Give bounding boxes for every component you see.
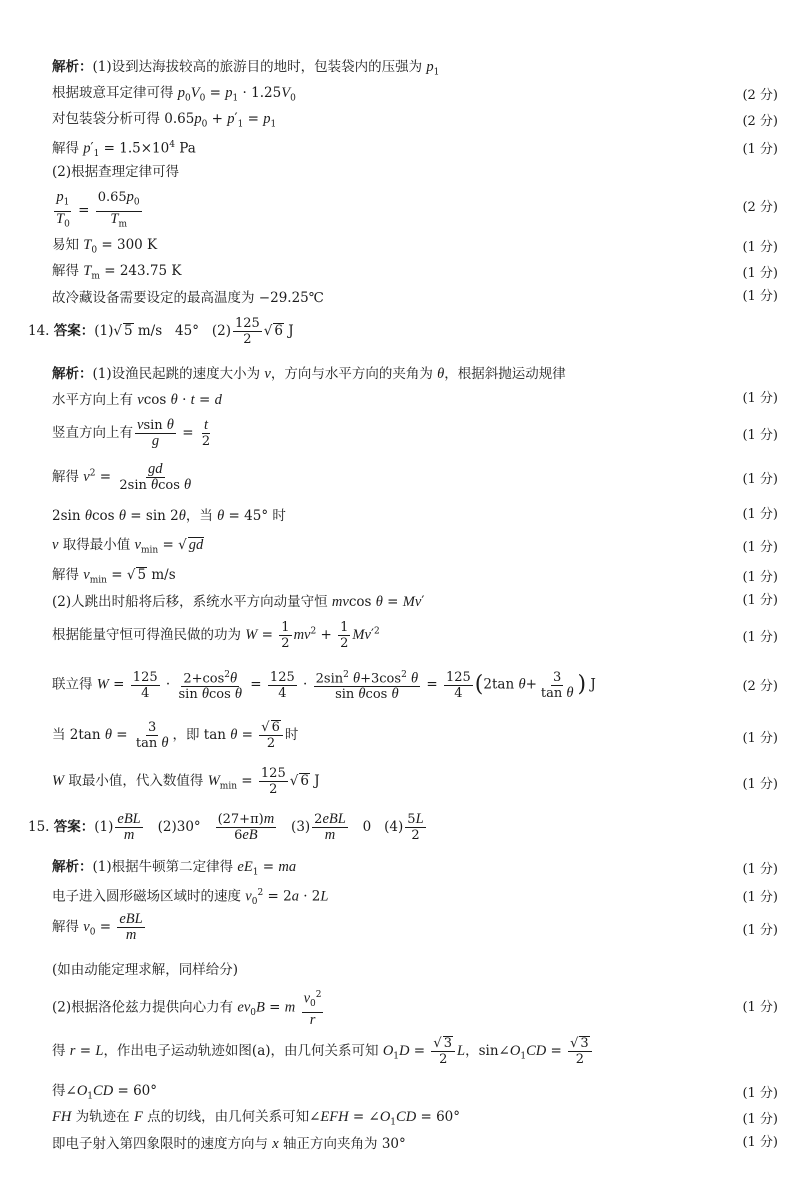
line-30: 得$\angle O_1CD = 60^\circ$ (1 分)	[52, 1083, 778, 1102]
line-24: 解析：(1)根据牛顿第二定律得 $eE_1$ = ma (1 分)	[52, 859, 778, 878]
line-4: 解得 $p'_1 = 1.5\times 10^4$ Pa (1 分)	[52, 140, 778, 160]
score: (1 分)	[742, 593, 778, 609]
score: (1 分)	[742, 861, 778, 877]
score: (1 分)	[742, 1111, 778, 1127]
score: (1 分)	[742, 472, 778, 487]
score: (1 分)	[742, 239, 778, 255]
line-10: 14. 答案：(1)√ 5 m/s 45° (2) $\frac{125}{2}$ √ 6 J	[28, 316, 294, 347]
line-28: (2)根据洛伦兹力提供向心力有 $ev_0B = m$ $\frac{v_0^2}{r}$ (1 分)	[52, 990, 778, 1028]
line-25: 电子进入圆形磁场区域时的速度 $v_0^2 = 2a \cdot 2L$ (1 分)	[52, 888, 778, 908]
line-29: 得 r = L，作出电子运动轨迹如图(a)，由几何关系可知 $O_1D$ = $\frac{√ 3}{2}$ L，$\sin\angle O_1CD$ = $\frac{√ 3}{2}$	[52, 1036, 778, 1074]
score: (1 分)	[742, 391, 778, 407]
line-16: v 取得最小值 $v_{min}$ = √ gd (1 分)	[52, 537, 778, 556]
line-11: 解析：(1)设渔民起跳的速度大小为 v，方向与水平方向的夹角为 θ，根据斜抛运动规律	[52, 365, 566, 382]
line-17: 解得 $v_{min}$ = √ 5 m/s (1 分)	[52, 567, 778, 586]
line-1: 解析：(1)设到达海拔较高的旅游目的地时，包装袋内的压强为 $p_1$	[52, 59, 440, 78]
line-2: 根据玻意耳定律可得 $p_0V_0 = p_1 \cdot 1.25V_0$ (2 分)	[52, 85, 778, 104]
line-15: 2sin θcos θ = sin 2θ，当 θ = 45° 时 (1 分)	[52, 507, 778, 524]
line-13: 竖直方向上有 $\frac{\text{vsin θ}}{g}$ = $\frac{t}{2}$ (1 分)	[52, 417, 778, 449]
score: (1 分)	[742, 289, 778, 305]
score: (1 分)	[742, 507, 778, 523]
score: (2 分)	[742, 87, 778, 103]
line-14: 解得 $v^2$ = $\frac{gd}{\text{2sin θcos θ}}$ (1 分)	[52, 461, 778, 493]
line-18: (2)人跳出时船将后移，系统水平方向动量守恒 mvcos θ = Mv′ (1 分)	[52, 593, 778, 610]
score: (1 分)	[742, 731, 778, 746]
line-5: (2)根据查理定律可得	[52, 163, 180, 180]
line-8: 解得 $T_m = 243.75$ K (1 分)	[52, 263, 778, 282]
score: (1 分)	[742, 630, 778, 645]
line-19: 根据能量守恒可得渔民做的功为 W = $\frac{1}{2}$ $mv^2$ + $\frac{1}{2}$ $Mv'^2$ (1 分)	[52, 620, 778, 651]
score: (1 分)	[742, 265, 778, 281]
line-23: 15. 答案：(1) $\frac{\text{eBL}}{m}$ (2)30° $\frac{(27+\pi)m}{6eB}$ (3) $\frac{\text{2eBL}}{m}$ 0 (4) $\frac{5L}{2}$	[28, 811, 424, 843]
line-21: 当 2tan θ = $\frac{3}{\text{tan θ}}$ ，即 tan θ = $\frac{√ 6}{2}$ 时 (1 分)	[52, 720, 778, 751]
line-7: 易知 $T_0 = 300$ K (1 分)	[52, 237, 778, 256]
score: (1 分)	[742, 777, 778, 792]
line-26: 解得 $v_0$ = $\frac{\text{eBL}}{m}$ (1 分)	[52, 911, 778, 943]
score: (1 分)	[742, 1000, 778, 1015]
score: (1 分)	[742, 889, 778, 905]
score: (1 分)	[742, 141, 778, 157]
score: (1 分)	[742, 569, 778, 585]
line-22: W 取最小值，代入数值得 $W_{min}$ = $\frac{125}{2}$ √ 6 J (1 分)	[52, 766, 778, 797]
score: (1 分)	[742, 1135, 778, 1151]
line-20: 联立得 W = $\frac{125}{4}$ · $\frac{2+\cos^2\theta}{\text{sin θcos θ}}$ = $\frac{125}{4}$ · $\frac{2\sin^2 \theta+3\cos^2 \theta}{\text{sin θcos θ}}$ = $\frac{125}{4}$ (2tan θ+ $\frac{3}{\text{tan θ}}$ ) J (2 分)	[52, 669, 778, 703]
line-27: (如由动能定理求解，同样给分)	[52, 961, 239, 978]
score: (1 分)	[742, 1085, 778, 1101]
score: (2 分)	[742, 200, 778, 215]
line-3: 对包装袋分析可得 $0.65p_0 + p'_1 = p_1$ (2 分)	[52, 111, 778, 130]
score: (1 分)	[742, 539, 778, 555]
line-32: 即电子射入第四象限时的速度方向与 x 轴正方向夹角为 30° (1 分)	[52, 1135, 778, 1152]
score: (1 分)	[742, 428, 778, 443]
score: (2 分)	[742, 113, 778, 129]
line-12: 水平方向上有 vcos θ · t = d (1 分)	[52, 391, 778, 408]
score: (1 分)	[742, 923, 778, 938]
score: (2 分)	[742, 679, 778, 694]
line-9: 故冷藏设备需要设定的最高温度为 −29.25℃ (1 分)	[52, 289, 778, 306]
line-6: $\frac{p_1}{T_0}$ = $\frac{0.65p_0}{T_m}$ (2 分)	[56, 189, 778, 230]
line-31: FH 为轨迹在 F 点的切线，由几何关系可知∠EFH = $\angle O_1CD = 60^\circ$ (1 分)	[52, 1109, 778, 1128]
